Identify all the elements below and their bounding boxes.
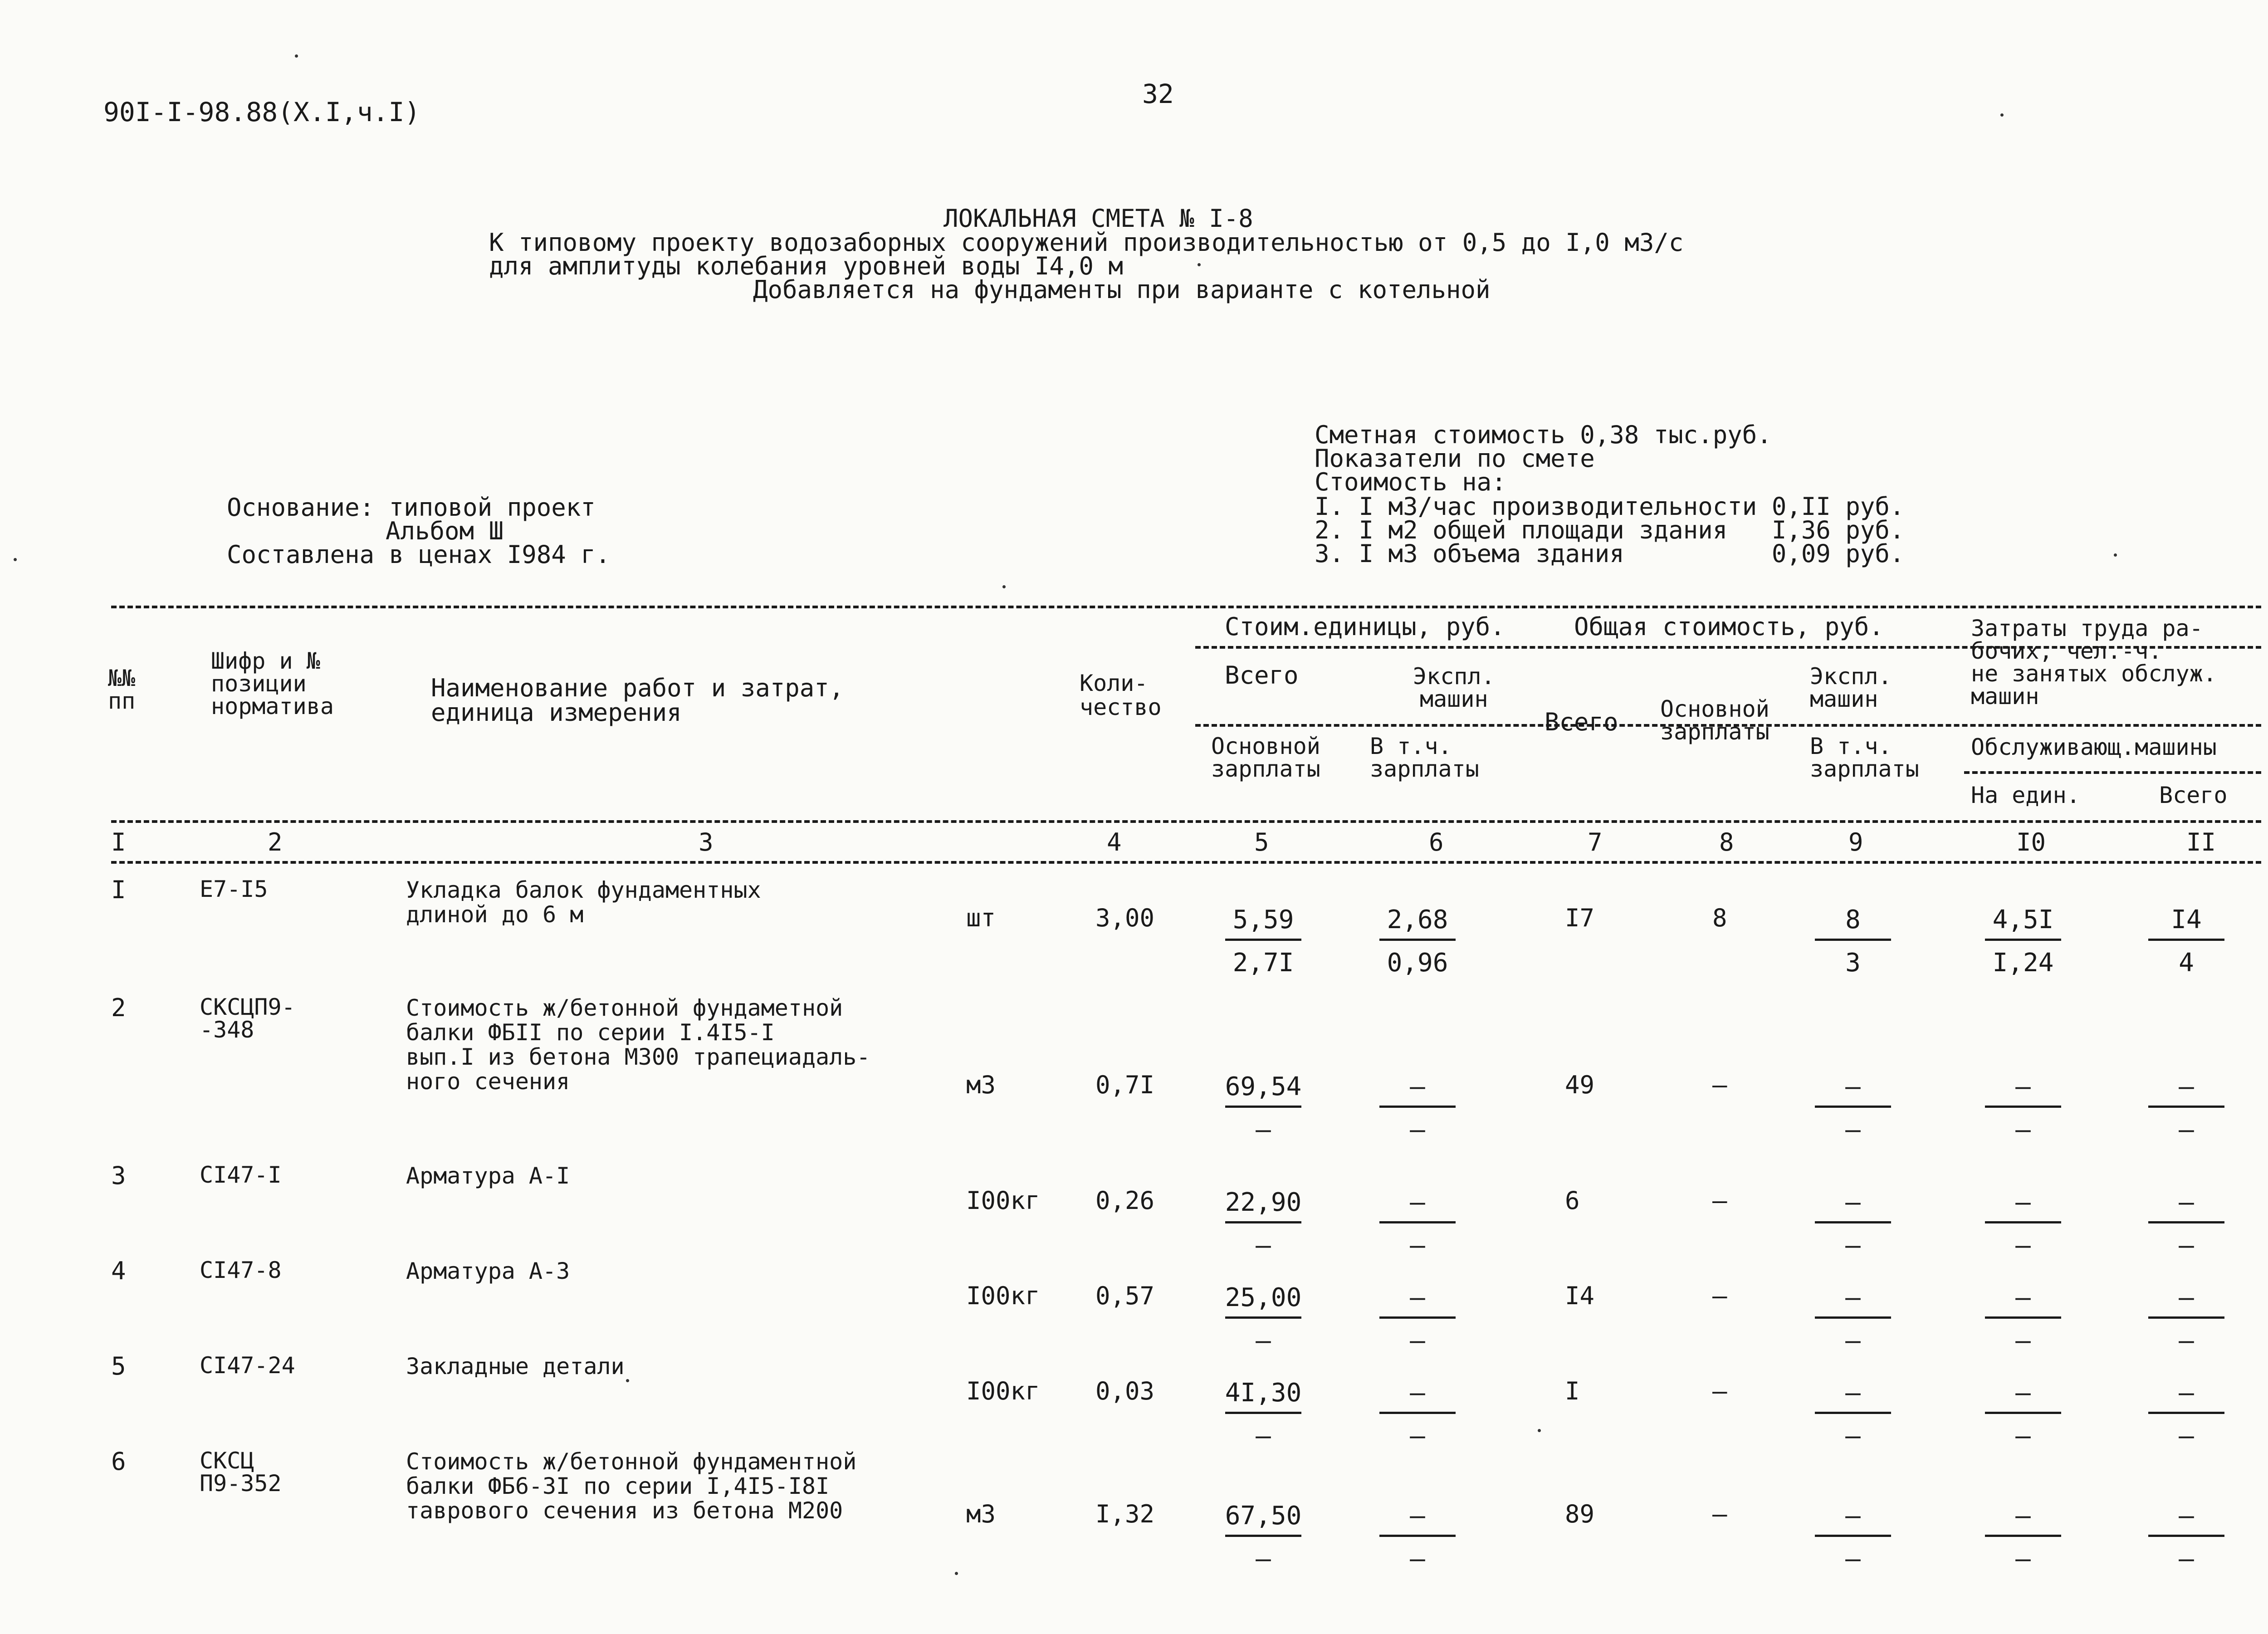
fraction-numerator: – [1845,1378,1861,1408]
fraction-bar [1225,1535,1301,1537]
fraction-numerator: 5,59 [1232,905,1294,934]
header-unit-incl-wage: В т.ч. зарплаты [1370,733,1479,782]
fraction-numerator: – [2015,1072,2031,1101]
fraction-bar [1379,1535,1456,1537]
header-unit-base-wage: Основной зарплаты [1211,733,1320,782]
basis-line-3: Составлена в ценах I984 г. [227,540,611,569]
fraction-numerator: – [1410,1283,1425,1312]
estimate-subtitle-2: для амплитуды колебания уровней воды I4,0 м [489,252,1123,280]
fraction-denominator: – [1256,1231,1271,1260]
row-unit: м3 [966,1071,996,1099]
fraction-bar [1815,1221,1891,1223]
header-total-cost: Общая стоимость, руб. [1574,612,1884,641]
fraction-numerator: – [2179,1188,2194,1217]
fraction-numerator: 25,00 [1225,1283,1302,1312]
fraction-numerator: – [1845,1501,1861,1531]
estimate-title: ЛОКАЛЬНАЯ СМЕТА № I-8 [943,204,1253,233]
fraction-bar [1225,1221,1301,1223]
row-unit: м3 [966,1500,996,1528]
fraction-denominator: – [2179,1421,2194,1451]
fraction-numerator: – [1410,1501,1425,1531]
scan-speck [626,1379,629,1382]
row-c6-fraction [1377,1283,1458,1353]
row-code: СI47-I [200,1162,282,1188]
scan-speck [14,558,17,561]
row-quantity: 0,7I [1095,1071,1155,1099]
fraction-denominator: – [2179,1326,2194,1355]
fraction-denominator: – [2015,1421,2031,1451]
row-c10-fraction [1982,1072,2064,1145]
row-c9-fraction [1812,1378,1894,1451]
column-number-9: 9 [1848,828,1863,856]
row-quantity: 3,00 [1095,904,1155,932]
row-c11-fraction [2146,1188,2227,1258]
row-c11-fraction [2146,1283,2227,1353]
row-c9-fraction [1812,1283,1894,1353]
fraction-bar [1379,1221,1456,1223]
fraction-numerator: – [2179,1072,2194,1101]
header-total-base-wage: Основной зарплаты [1660,696,1769,745]
row-total-base-wage: – [1712,1500,1727,1528]
fraction-bar [1985,1316,2061,1319]
row-number: 6 [111,1447,126,1476]
basis-line-1: Основание: типовой проект [227,493,596,522]
estimate-subtitle-1: К типовому проекту водозаборных сооружений производительностью от 0,5 до I,0 м3/с [489,228,1684,257]
header-row-number: №№ пп [108,665,136,714]
fraction-bar [1379,939,1456,941]
fraction-numerator: – [1845,1188,1861,1217]
fraction-bar [1225,1412,1301,1414]
fraction-bar [1985,1535,2061,1537]
scan-speck [2000,113,2004,117]
row-total-base-wage: – [1712,1071,1727,1099]
row-c5-fraction [1222,1501,1304,1574]
row-total-cost: 6 [1565,1186,1580,1215]
row-number: 3 [111,1161,126,1190]
column-number-1: I [111,828,126,856]
header-total-machines: Экспл. машин [1810,663,1892,712]
row-total-cost: 89 [1565,1500,1595,1528]
scan-speck [2114,553,2117,557]
row-c6-fraction [1377,1072,1458,1145]
row-c6-fraction [1377,905,1458,978]
row-c9-fraction [1812,1501,1894,1574]
row-work-name: Укладка балок фундаментных длиной до 6 м [406,877,761,928]
row-c6-fraction [1377,1501,1458,1574]
row-code: СI47-8 [200,1257,282,1283]
fraction-bar [2148,1221,2224,1223]
row-total-base-wage: – [1712,1377,1727,1405]
scan-speck [295,54,298,58]
header-code: Шифр и № позиции норматива [211,648,334,719]
estimate-subtitle-3: Добавляется на фундаменты при варианте с котельной [753,275,1491,304]
fraction-denominator: – [2179,1231,2194,1260]
scan-speck [1198,263,1201,266]
fraction-numerator: 67,50 [1225,1501,1302,1531]
row-c10-fraction [1982,1283,2064,1353]
fraction-denominator: – [1256,1421,1271,1451]
row-c9-fraction [1812,905,1894,978]
fraction-bar [1815,1535,1891,1537]
fraction-denominator: – [1845,1115,1861,1145]
page-number: 32 [1142,78,1174,109]
row-c11-fraction [2146,905,2227,978]
row-c9-fraction [1812,1188,1894,1258]
row-quantity: 0,57 [1095,1282,1155,1310]
fraction-denominator: – [2179,1544,2194,1574]
fraction-denominator: I,24 [1992,948,2054,978]
cost-info-line-5: 2. I м2 общей площади здания I,36 руб. [1315,516,1905,544]
column-number-8: 8 [1719,828,1734,856]
fraction-denominator: 0,96 [1387,948,1448,978]
basis-line-2: Альбом Ш [386,517,504,545]
fraction-denominator: – [1256,1326,1271,1355]
column-number-6: 6 [1429,828,1444,856]
fraction-denominator: – [1410,1421,1425,1451]
column-number-2: 2 [268,828,283,856]
column-number-11: II [2186,828,2216,856]
fraction-denominator: – [2015,1231,2031,1260]
row-work-name: Арматура А-3 [406,1258,570,1284]
fraction-numerator: – [2179,1378,2194,1408]
fraction-numerator: 2,68 [1387,905,1448,934]
fraction-numerator: – [1845,1283,1861,1312]
service-rule [1964,771,2261,774]
column-number-7: 7 [1588,828,1603,856]
row-code: СКСЦ П9-352 [200,1448,282,1497]
fraction-bar [1985,939,2061,941]
fraction-denominator: 3 [1845,948,1861,978]
fraction-bar [1379,1412,1456,1414]
fraction-numerator: 69,54 [1225,1072,1302,1101]
scan-speck [1002,585,1006,588]
row-total-cost: 49 [1565,1071,1595,1099]
fraction-numerator: – [1410,1188,1425,1217]
fraction-numerator: – [2015,1188,2031,1217]
fraction-bar [1815,1106,1891,1108]
fraction-denominator: – [1845,1544,1861,1574]
fraction-denominator: – [2015,1115,2031,1145]
row-c11-fraction [2146,1072,2227,1145]
fraction-denominator: – [2015,1326,2031,1355]
scan-speck [1538,1429,1541,1432]
fraction-denominator: 4 [2179,948,2194,978]
row-number: 2 [111,993,126,1022]
fraction-denominator: – [2015,1544,2031,1574]
fraction-numerator: 4,5I [1992,905,2054,934]
fraction-numerator: – [2179,1283,2194,1312]
fraction-denominator: – [1845,1231,1861,1260]
header-total-incl-wage: В т.ч. зарплаты [1810,733,1919,782]
row-c10-fraction [1982,1501,2064,1574]
fraction-denominator: – [1845,1421,1861,1451]
row-c9-fraction [1812,1072,1894,1145]
header-per-unit: На един. [1971,782,2080,808]
fraction-denominator: – [1256,1544,1271,1574]
fraction-numerator: – [2015,1501,2031,1531]
fraction-bar [2148,1535,2224,1537]
fraction-bar [1225,1106,1301,1108]
row-code: Е7-I5 [200,876,268,902]
row-quantity: 0,26 [1095,1186,1155,1215]
row-unit: I00кг [966,1282,1040,1310]
fraction-bar [1225,1316,1301,1319]
document-code: 90I-I-98.88(X.I,ч.I) [103,97,420,127]
row-number: 4 [111,1257,126,1285]
fraction-denominator: – [2179,1115,2194,1145]
row-c5-fraction [1222,1072,1304,1145]
row-work-name: Закладные детали [406,1353,625,1380]
fraction-denominator: – [1410,1326,1425,1355]
row-c10-fraction [1982,1188,2064,1258]
scan-speck [955,1572,958,1575]
row-c5-fraction [1222,905,1304,978]
fraction-bar [1379,1316,1456,1319]
row-c5-fraction [1222,1378,1304,1451]
fraction-bar [1985,1106,2061,1108]
fraction-bar [2148,1316,2224,1319]
cost-info-line-1: Сметная стоимость 0,38 тыс.руб. [1315,421,1772,449]
row-c10-fraction [1982,905,2064,978]
column-number-4: 4 [1107,828,1122,856]
fraction-numerator: 4I,30 [1225,1378,1302,1408]
fraction-bar [1815,1412,1891,1414]
fraction-numerator: – [1845,1072,1861,1101]
row-c5-fraction [1222,1283,1304,1353]
fraction-denominator: – [1845,1326,1861,1355]
column-number-5: 5 [1254,828,1269,856]
row-code: СКСЦП9- -348 [200,994,295,1043]
row-quantity: I,32 [1095,1500,1155,1528]
fraction-numerator: I4 [2171,905,2202,934]
row-total-cost: I4 [1565,1282,1595,1310]
header-unit-machines: Экспл. машин [1413,663,1495,712]
column-number-10: I0 [2016,828,2046,856]
row-work-name: Стоимость ж/бетонной фундаметной балки ФБII по серии I.4I5-I вып.I из бетона М300 трапециадаль- ного сечения [406,995,870,1095]
fraction-denominator: 2,7I [1232,948,1294,978]
fraction-bar [1815,939,1891,941]
fraction-numerator: 22,90 [1225,1188,1302,1217]
row-work-name: Арматура А-I [406,1163,570,1189]
fraction-numerator: – [2179,1501,2194,1531]
row-c11-fraction [2146,1501,2227,1574]
fraction-denominator: – [1256,1115,1271,1145]
row-c11-fraction [2146,1378,2227,1451]
fraction-denominator: – [1410,1115,1425,1145]
fraction-numerator: – [1410,1378,1425,1408]
fraction-numerator: – [2015,1378,2031,1408]
row-c6-fraction [1377,1378,1458,1451]
fraction-bar [1815,1316,1891,1319]
row-total-base-wage: – [1712,1186,1727,1215]
fraction-numerator: 8 [1845,905,1861,934]
header-bottom-rule [111,820,2261,823]
header-unit-cost: Стоим.единицы, руб. [1225,612,1505,641]
header-service-machines: Обслуживающ.машины [1971,734,2217,760]
fraction-bar [1985,1221,2061,1223]
fraction-bar [2148,1106,2224,1108]
header-service-total: Всего [2159,782,2228,808]
row-quantity: 0,03 [1095,1377,1155,1405]
cost-info-line-6: 3. I м3 объема здания 0,09 руб. [1315,539,1905,568]
row-unit: шт [966,904,996,932]
row-c10-fraction [1982,1378,2064,1451]
column-numbers-rule [111,861,2261,864]
cost-info-line-4: I. I м3/час производительности 0,II руб. [1315,492,1905,521]
cost-info-line-3: Стоимость на: [1315,468,1506,496]
row-unit: I00кг [966,1186,1040,1215]
header-quantity: Коли- чество [1080,670,1162,720]
header-work-name: Наименование работ и затрат, единица измерения [431,674,844,727]
row-total-cost: I [1565,1377,1580,1405]
table-top-rule [111,606,2261,608]
fraction-denominator: – [1410,1231,1425,1260]
fraction-bar [2148,1412,2224,1414]
fraction-numerator: – [1410,1072,1425,1101]
fraction-denominator: – [1410,1544,1425,1574]
fraction-bar [1985,1412,2061,1414]
header-total-all: Всего [1545,708,1618,736]
fraction-bar [1379,1106,1456,1108]
cost-info-line-2: Показатели по смете [1315,444,1595,473]
fraction-numerator: – [2015,1283,2031,1312]
row-code: СI47-24 [200,1352,295,1379]
row-unit: I00кг [966,1377,1040,1405]
row-c6-fraction [1377,1188,1458,1258]
fraction-bar [2148,939,2224,941]
row-total-base-wage: – [1712,1282,1727,1310]
column-number-3: 3 [699,828,714,856]
row-number: 5 [111,1352,126,1380]
header-labor: Затраты труда ра- бочих, чел.-ч. не занятых обслуж. машин [1971,615,2217,709]
fraction-bar [1225,939,1301,941]
row-total-base-wage: 8 [1712,904,1727,932]
header-unit-total: Всего [1225,661,1299,690]
row-work-name: Стоимость ж/бетонной фундаментной балки ФБ6-3I по серии I,4I5-I8I таврового сечения из бетона М200 [406,1448,857,1524]
row-c5-fraction [1222,1188,1304,1258]
row-number: I [111,876,126,904]
row-total-cost: I7 [1565,904,1595,932]
